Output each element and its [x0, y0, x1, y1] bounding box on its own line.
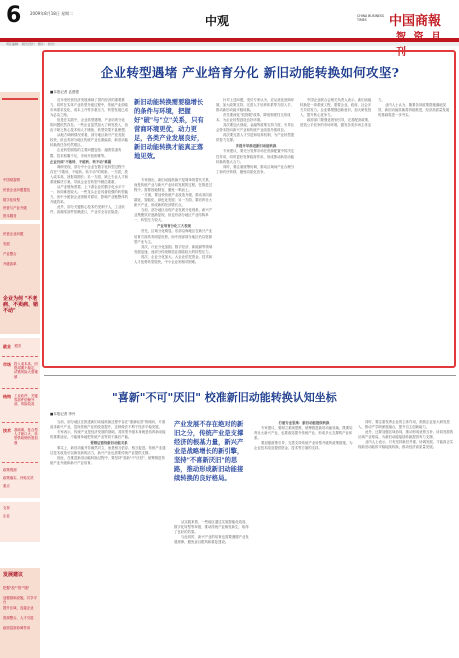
- divider: [2, 422, 38, 423]
- sidebar-text: 投入成本高、回报周期不稳定，试错风险大需谨慎: [14, 362, 38, 379]
- brand-logo: 中国商報: [389, 14, 442, 29]
- paragraph: 事实上，新旧动能并非截然对立，而是相互依存、相互促进。传统产业通过技术改造可以焕发新的活力，新兴产业也需要传统产业提供支撑。: [50, 446, 166, 456]
- paragraph: 当前，部分地区在推进新旧动能转换过程中存在"重新轻旧"的倾向，片面追求新兴产业，忽视传统产业的改造提升，这种做法不利于经济平稳发展。: [50, 420, 166, 430]
- divider: [2, 462, 38, 463]
- sidebar-item[interactable]: 数字化转型: [3, 198, 20, 202]
- article-column-3: [216, 98, 296, 364]
- paragraph: 从产业链角度看，上下游企业的数字化水平不一，协同难度较大。一些龙头企业具备较强的转型能力，但中小配套企业则相对滞后，影响产业链整体的升级效率。: [50, 184, 128, 204]
- sidebar: [0, 48, 40, 658]
- paragraph: 业内人士表示，只有坚持新旧并重、协调发展，才能真正实现新旧动能的平稳接续转换，推动经济高质量发展。: [358, 440, 454, 450]
- sidebar-item[interactable]: 产业整合: [3, 252, 17, 256]
- sidebar-item[interactable]: 提升区域，连接企业: [3, 606, 34, 610]
- paragraph: 政府部门要强化规划引导，完善配套政策，营造公平竞争的市场环境，激发各类市场主体活力。: [300, 98, 385, 128]
- sidebar-block-4: [0, 502, 40, 542]
- issue-date: 2009年8月18日 星期二: [30, 11, 74, 16]
- paragraph: 再次，企业分化加大。大企业依托资金、技术和人才优势转型较快，中小企业则相对困难。: [134, 254, 213, 264]
- sidebar-label: 结构: [3, 394, 11, 399]
- paragraph: 一方面，要加快传统产业改造升级，推动其向高端化、智能化、绿色化发展；另一方面，要培育壮大新兴产业，形成新的经济增长点。: [134, 193, 213, 208]
- paragraph: 首先，区域分化明显。东部沿海地区在新兴产业培育方面具有明显优势，而中西部部分地区仍以资源型产业为主。: [134, 229, 213, 244]
- divider: [2, 388, 38, 389]
- paragraph: 专家建议，要充分发挥市场在资源配置中的决定性作用，同时更好发挥政府作用，形成推动新旧动能转换的强大合力。: [216, 149, 295, 164]
- sidebar-item[interactable]: 支持: [3, 506, 10, 510]
- sidebar-item[interactable]: 民营企业问题: [3, 232, 24, 236]
- paragraph: 专家表示，传统产业是经济发展的基础，其转型升级本身就是培育新动能的重要途径。不能简单地把传统产业等同于落后产能。: [50, 430, 166, 440]
- pull-quote: 新旧动能转换需要稳增长的条件与环境，把握好"破"与"立"关系，只有营商环境更优，动力更足，各类产业发展良好，新旧动能转换才能真正落地见效。: [134, 99, 204, 160]
- sidebar-text: 美国: [14, 344, 21, 348]
- paragraph: 中国企业联合会相关负责人表示，新旧动能转换是一项系统工程，需要企业、政府、社会多方共同发力。企业要增强创新意识，加大研发投入，提升核心竞争力。: [300, 98, 372, 118]
- divider: [2, 98, 38, 100]
- sidebar-item[interactable]: 民营企业问题提及: [3, 188, 31, 192]
- paragraph: 企业转型面临的主要问题包括：融资渠道有限、技术积累不足、市场开拓困难等。: [50, 148, 122, 158]
- paragraph: 此外，部分关键核心技术仍受制于人，工业软件、高端零部件依赖进口，产业安全存在隐患。: [50, 204, 125, 215]
- sidebar-text: 基础薄、复合型人才缺口大，转型供给侧仍需加强: [14, 428, 38, 445]
- sidebar-item[interactable]: 民营与产业升级: [3, 206, 27, 210]
- subheading: 产业培育分化三大表现: [157, 224, 191, 229]
- divider: [2, 356, 38, 357]
- article2-column-4: [358, 420, 454, 656]
- paragraph: 调研发现，部分中小企业在数字化转型过程中存在"不敢转、不能转、转不动"的现象。一方面，投入成本高、回报周期长；另一方面，缺乏专业人才和系统解决方案，导致企业在转型中顾虑重重。: [50, 164, 128, 184]
- sidebar-block-1: [0, 92, 40, 220]
- subheading: 要辩证看待新旧动能关系: [90, 441, 128, 446]
- paragraph: 但是在实践中，企业转型遇堵、产业培育分化的问题依然存在。一些企业虽然加大了研发投入，但由于缺乏核心技术和人才储备，转型效果不甚理想。: [50, 118, 128, 133]
- sidebar-item[interactable]: 企业: [3, 514, 10, 518]
- article2-column-1: [50, 420, 168, 656]
- paragraph: 其次，行业分化加剧。数字经济、新能源等领域发展迅速，而部分传统制造业面临较大的转型压力。: [134, 244, 213, 254]
- sidebar-item[interactable]: 政府层面协调作用: [3, 626, 31, 630]
- brand-english: CHINA BUSINESS TIMES: [357, 14, 385, 22]
- sidebar-label: 就业: [3, 344, 11, 349]
- sidebar-label: 市场: [3, 362, 11, 367]
- article-byline: ■本报记者 孟建强: [50, 90, 79, 94]
- article-column-1: [50, 98, 128, 364]
- sidebar-block-2: [0, 224, 40, 334]
- sidebar-heading: 发展建议: [3, 572, 24, 578]
- sidebar-item[interactable]: 重点: [3, 484, 10, 488]
- paragraph: 其次要加大财政、金融等政策支持力度，引导社会资本投向新兴产业和传统产业改造升级项目。: [216, 123, 295, 133]
- article-headline-2: "喜新"不可"厌旧" 校准新旧动能转换认知坐标: [112, 391, 337, 404]
- paragraph: 从地方调研情况来看，部分地区新兴产业发展较快，但也有部分地区传统产业比重偏高，新旧动能转换的任务仍然艰巨。: [50, 133, 128, 148]
- sidebar-item[interactable]: 资本服务: [3, 214, 17, 218]
- article2-column-3: [254, 420, 354, 656]
- paragraph: 当前，部分地区出现产业发展分化现象，新兴产业集聚效应逐渐显现，但也有部分地区产业结构单一，转型压力较大。: [134, 208, 213, 223]
- sidebar-item[interactable]: 加强基础设施，共享平台: [3, 596, 37, 605]
- sidebar-item[interactable]: 把握"放""管""服": [3, 586, 30, 590]
- paragraph: 专家建议，要树立系统思维，统筹推进新旧动能转换，既要培育壮大新兴产业，也要改造提升传统产业，形成多元支撑的产业体系。: [254, 426, 353, 441]
- sidebar-item[interactable]: 政策落实、补贴实效: [3, 476, 34, 480]
- sidebar-block-3: [0, 338, 40, 498]
- paragraph: 针对上述问题，受访专家认为，应从优化营商环境、加大政策支持、完善人才培养体系等方面入手，推动新旧动能平稳转换。: [216, 98, 295, 113]
- paragraph: 从实践来看，一些地区通过实施智能化改造、数字化转型等举措，推动传统产业焕发新生，取得了良好的效果。: [174, 520, 249, 535]
- sidebar-text: 工业软件、关键零部件依赖外部，风险较高: [14, 394, 38, 407]
- sidebar-item[interactable]: 发展: [3, 242, 10, 246]
- subheading: 多措并举推进新旧动能转换: [235, 144, 277, 149]
- subheading: 企业仍面"不敢转、不能转、转不动"难题: [50, 159, 112, 164]
- pull-quote-2: 产业发展不存在绝对的新旧之分，传统产业是支撑经济的根基力量，新兴产业是战略增长的新引擎，坚持"不喜新厌旧"的思路，推动形成新旧动能接续转换的良好格局。: [174, 421, 244, 482]
- paragraph: 首先要深化"放管服"改革，降低制度性交易成本，为企业转型创造良好环境。: [216, 113, 291, 123]
- paragraph: 同时，要注重统筹协调，推动区域间产业合理分工和有序转移，避免同质化竞争。: [216, 164, 295, 174]
- section-title: 刊: [396, 47, 408, 58]
- article-column-4: [300, 98, 450, 364]
- paragraph: 专家指出，新旧动能转换不是简单的替代关系，而是传统产业与新兴产业协同发展的过程。在推进过程中，需要因地制宜，避免一哄而上。: [134, 178, 213, 193]
- sidebar-item[interactable]: 资源整合，人才引进: [3, 616, 34, 620]
- sidebar-item[interactable]: 中国财富网: [3, 178, 20, 182]
- paragraph: 与此同时，新兴产业的培育也需要遵循产业发展规律，避免盲目跟风和重复建设。: [174, 535, 249, 545]
- sidebar-heading: 企业为何 "不老病、不卖病、销不动": [3, 296, 39, 314]
- paragraph: 近年来民营经济发展承载了国内经济的重要推力，同时在实体产业转型升级过程中，传统产业面临市场需求变化、成本上升等多重压力，转型发展已成为必由之路。: [50, 98, 128, 118]
- paragraph: 业内人士认为，随着各项政策措施落地见效，新旧动能转换将持续推进，经济高质量发展的基础将进一步夯实。: [378, 103, 450, 118]
- paragraph: 同时，要注重发挥企业的主体作用，鼓励企业加大研发投入，推动产学研深度融合，提升自主创新能力。: [358, 420, 450, 430]
- page-name: 中观: [205, 14, 230, 28]
- paragraph: 再次要完善人才引进和培养机制，为产业转型提供智力支撑。: [216, 133, 295, 143]
- sidebar-item[interactable]: 政策观测: [3, 468, 17, 472]
- article2-column-2: [174, 520, 250, 656]
- divider: [44, 375, 456, 376]
- page-number: 6: [6, 3, 22, 28]
- article-byline-2: ■本报记者 李丹: [50, 412, 76, 416]
- sidebar-label: 技术: [3, 428, 11, 433]
- paragraph: 要加强政策引导，完善支持传统产业转型升级的政策措施，为企业技术改造提供资金、技术等方面的支持。: [254, 441, 353, 451]
- sidebar-item[interactable]: 升级改革: [3, 262, 17, 266]
- paragraph: 因此，在推进新旧动能转换过程中，要坚持"喜新"不"厌旧"，统筹推进传统产业升级和新兴产业培育。: [50, 456, 165, 466]
- credit-bar: 责任编辑： 版式设计： 图片： 校对：: [0, 42, 459, 46]
- subheading: 打破专业思维：新旧动能接续转换: [278, 421, 330, 425]
- paragraph: 此外，还要加强区域协同，推动形成优势互补、协同发展的区域产业格局，为新旧动能接续转换提供有力支撑。: [358, 430, 454, 440]
- article-headline: 企业转型遇堵 产业培育分化 新旧动能转换如何攻坚?: [100, 65, 400, 80]
- article-column-2: [134, 178, 214, 364]
- sidebar-block-5: [0, 568, 40, 658]
